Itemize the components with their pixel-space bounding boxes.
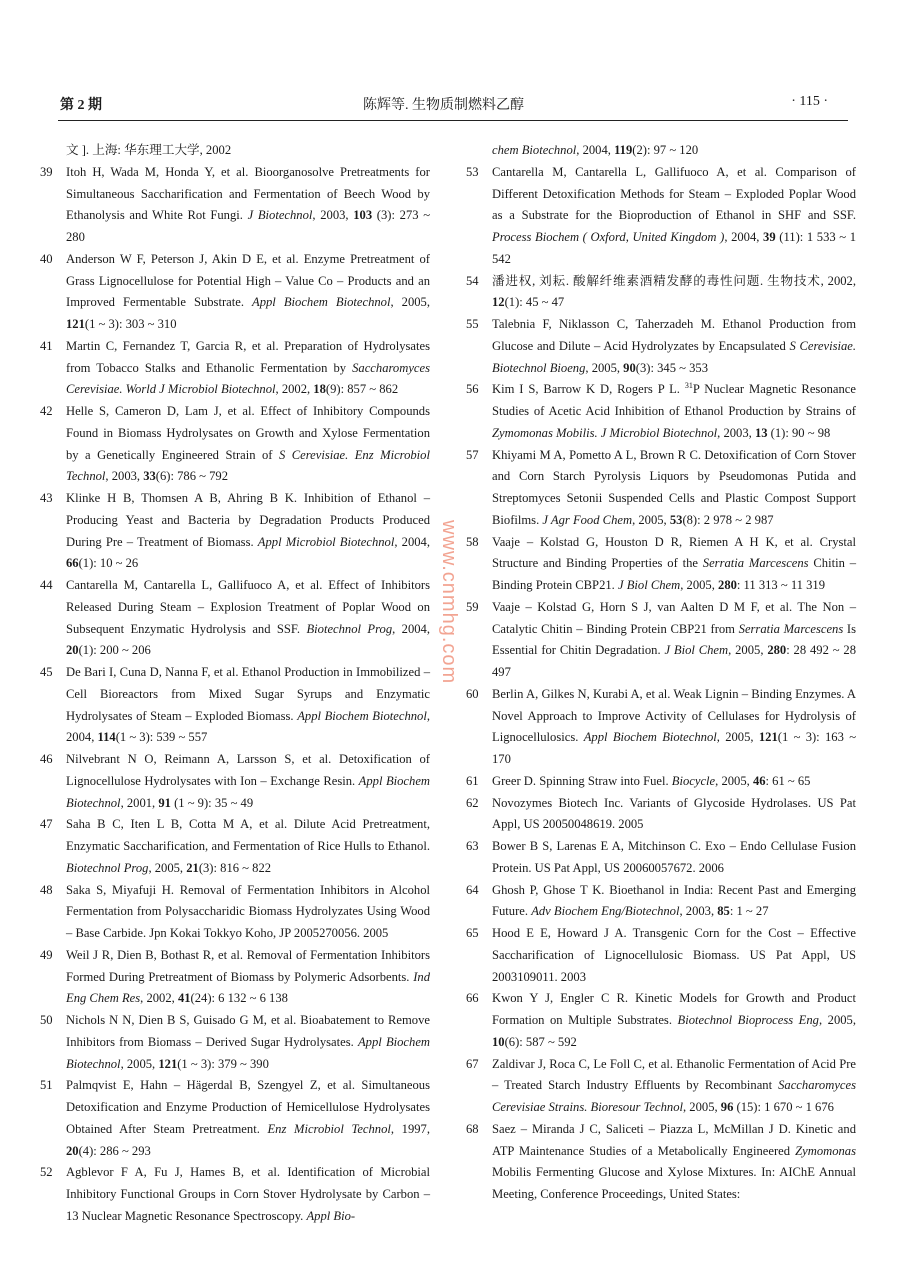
reference-volume: 39 xyxy=(763,230,776,244)
reference-text: , 2002, xyxy=(140,991,178,1006)
reference-text: Anderson W F, Peterson J, Akin D E, et al. Enzyme Pretreatment of Grass Lignocellulose for Potential High – Value Co – Products and an Improved Fermentable Substrate. xyxy=(66,251,430,310)
reference-number: 61 xyxy=(466,773,479,788)
reference-item xyxy=(466,836,856,880)
reference-text: Khiyami M A, Pometto A L, Brown R C. Detoxification of Corn Stover and Corn Starch Pyrolysis Liquors by Pseudomonas Putida and Streptomyces Setonii Suspended Cells and Plastic Compost Support Biofilms. xyxy=(492,447,856,527)
issue-number: 第 2 期 xyxy=(60,98,102,113)
reference-number: 56 xyxy=(466,382,479,397)
reference-text: , 2001, xyxy=(120,795,159,810)
reference-item xyxy=(40,249,430,336)
reference-volume: 91 xyxy=(158,795,171,810)
reference-text: (6): 587 ~ 592 xyxy=(504,1034,577,1049)
reference-text: Martin C, Fernandez T, Garcia R, et al. Preparation of Hydrolysates from Tobacco Stalks and Ethanolic Fermentation by xyxy=(66,338,430,375)
reference-text: (1): 45 ~ 47 xyxy=(504,295,565,310)
reference-text: (15): 1 670 ~ 1 676 xyxy=(733,1100,834,1114)
reference-number: 57 xyxy=(466,447,479,462)
reference-volume: 280 xyxy=(718,578,737,592)
reference-number: 45 xyxy=(40,665,53,679)
reference-item xyxy=(40,1010,430,1075)
reference-item xyxy=(40,814,430,879)
reference-text: (1 ~ 9): 35 ~ 49 xyxy=(170,795,254,810)
reference-text: (1): 10 ~ 26 xyxy=(78,556,139,571)
reference-italic-text: Biotechnol Prog xyxy=(66,860,149,875)
reference-text: (6): 786 ~ 792 xyxy=(155,469,229,484)
reference-text: Saez – Miranda J C, Saliceti – Piazza L, McMillan J D. Kinetic and ATP Maintenance Studies of a Metabolically Engineered xyxy=(492,1121,856,1158)
reference-text: P Nuclear Magnetic Resonance Studies of Acetic Acid Inhibition of Ethanol Production by Strains of xyxy=(492,382,856,418)
reference-italic-text: Saccharomyces Cerevisiae Strains. Bioresour Technol xyxy=(492,1078,856,1114)
reference-item xyxy=(40,749,430,814)
reference-number: 59 xyxy=(466,599,479,614)
reference-text: , 2005, xyxy=(683,1100,721,1114)
reference-italic-text: Appl Bio- xyxy=(306,1208,356,1223)
reference-number: 51 xyxy=(40,1078,53,1093)
reference-volume: 114 xyxy=(97,730,116,745)
reference-italic-text: Appl Biochem Biotechnol xyxy=(252,295,391,310)
reference-text: (24): 6 132 ~ 6 138 xyxy=(190,991,288,1006)
reference-volume: 18 xyxy=(313,382,326,397)
reference-text: (1 ~ 3): 303 ~ 310 xyxy=(84,317,177,331)
reference-number: 41 xyxy=(40,338,53,353)
reference-volume: 121 xyxy=(758,730,778,745)
references-left-column xyxy=(40,140,430,1228)
reference-text: : 1 ~ 27 xyxy=(729,904,769,919)
article-running-title: 陈辉等. 生物质制燃料乙醇 xyxy=(363,98,524,113)
reference-text: (1 ~ 3): 539 ~ 557 xyxy=(115,730,208,745)
reference-volume: 33 xyxy=(143,469,156,484)
reference-text: , 2002, xyxy=(275,382,314,397)
reference-item xyxy=(40,336,430,401)
reference-text: , 2005, xyxy=(632,512,670,527)
reference-text: (8): 2 978 ~ 2 987 xyxy=(682,512,774,527)
reference-volume: 103 xyxy=(353,208,373,223)
reference-text: , 2003, xyxy=(105,469,144,484)
reference-italic-text: Ind Eng Chem Res xyxy=(66,969,430,1006)
reference-italic-text: Serratia Marcescens xyxy=(738,621,844,636)
reference-text: Vaaje – Kolstad G, Houston D R, Riemen A H K, et al. Crystal Structure and Binding Properties of the xyxy=(492,534,856,571)
reference-text: Berlin A, Gilkes N, Kurabi A, et al. Weak Lignin – Binding Enzymes. A Novel Approach to Improve Activity of Cellulases for Hydrolysis of Lignocellulosics. xyxy=(492,686,856,745)
reference-item xyxy=(466,271,856,315)
reference-text: (9): 857 ~ 862 xyxy=(325,382,399,397)
reference-text: Saha B C, Iten L B, Cotta M A, et al. Dilute Acid Pretreatment, Enzymatic Saccharification, and Fermentation of Rice Hulls to Ethanol. xyxy=(66,817,430,853)
reference-item xyxy=(466,793,856,837)
reference-item xyxy=(466,684,856,771)
reference-text: Nichols N N, Dien B S, Guisado G M, et al. Bioabatement to Remove Inhibitors from Biomass – Derived Sugar Hydrolysates. xyxy=(66,1013,430,1049)
reference-text: 潘进权, 刘耘. 酸解纤维素酒精发酵的毒性问题. 生物技术, 2002, xyxy=(492,273,856,288)
reference-italic-text: S Cerevisiae. Biotechnol Bioeng xyxy=(492,338,856,375)
reference-number: 43 xyxy=(40,491,53,505)
reference-volume: 53 xyxy=(669,512,683,527)
reference-text: , 2003, xyxy=(679,904,718,919)
reference-text: Zaldivar J, Roca C, Le Foll C, et al. Ethanolic Fermentation of Acid Pre – Treated Starch Industry Effluents by Recombinant xyxy=(492,1056,856,1093)
reference-item xyxy=(466,314,856,379)
reference-number: 53 xyxy=(466,164,479,179)
reference-item xyxy=(40,1162,430,1227)
reference-italic-text: chem Biotechnol xyxy=(492,143,577,157)
reference-text: , 2005, xyxy=(120,1056,159,1071)
reference-text: (1 ~ 3): 163 ~ 170 xyxy=(492,730,857,766)
reference-volume: 13 xyxy=(754,425,768,440)
reference-volume: 10 xyxy=(492,1034,505,1049)
reference-item xyxy=(40,880,430,945)
reference-number: 67 xyxy=(466,1056,479,1071)
reference-text: : 11 313 ~ 11 319 xyxy=(736,578,825,592)
reference-continuation xyxy=(40,140,430,162)
reference-volume: 41 xyxy=(177,991,191,1006)
reference-volume: 119 xyxy=(614,143,633,157)
reference-volume: 12 xyxy=(492,295,505,310)
reference-item xyxy=(466,1119,856,1206)
reference-text: Itoh H, Wada M, Honda Y, et al. Bioorganosolve Pretreatments for Simultaneous Saccharification and Fermentation of Beech Wood by Ethanolysis and White Rot Fungi. xyxy=(66,164,430,223)
reference-text: (2): 97 ~ 120 xyxy=(632,143,699,157)
reference-number: 55 xyxy=(466,317,479,331)
reference-number: 39 xyxy=(40,164,53,179)
reference-number: 58 xyxy=(466,534,479,549)
reference-number: 47 xyxy=(40,817,53,832)
reference-text: Kwon Y J, Engler C R. Kinetic Models for Growth and Product Formation on Multiple Substrates. xyxy=(492,991,856,1027)
reference-volume: 96 xyxy=(720,1100,734,1114)
reference-italic-text: S Cerevisiae. Enz Microbiol Technol xyxy=(66,447,430,484)
reference-number: 68 xyxy=(466,1121,479,1136)
reference-italic-text: Appl Biochem Biotechnol xyxy=(66,1034,430,1071)
reference-text: Hood E E, Howard J A. Transgenic Corn for the Cost – Effective Saccharification of Lignocellulosic Biomass. US Pat Appl, US 2003109011. 2003 xyxy=(492,926,856,984)
references-right-column xyxy=(466,140,856,1206)
reference-text: , 2004, xyxy=(66,708,430,745)
reference-text: (1): 90 ~ 98 xyxy=(767,425,831,440)
reference-text: Talebnia F, Niklasson C, Taherzadeh M. Ethanol Production from Glucose and Dilute – Acid Hydrolyzates by Encapsulated xyxy=(492,317,856,353)
reference-text: , 2003, xyxy=(717,425,755,440)
reference-italic-text: Appl Biochem Biotechnol xyxy=(66,773,431,810)
reference-text: Greer D. Spinning Straw into Fuel. xyxy=(492,773,672,788)
reference-item xyxy=(40,662,430,749)
reference-item xyxy=(466,988,856,1053)
reference-text: 文 ]. 上海: 华东理工大学, 2002 xyxy=(66,143,232,157)
reference-text: Agblevor F A, Fu J, Hames B, et al. Identification of Microbial Inhibitory Functional Groups in Corn Stover Hydrolysate by Carbon – 13 Nuclear Magnetic Resonance Spectroscopy. xyxy=(66,1165,430,1223)
reference-italic-text: Biotechnol Bioprocess Eng xyxy=(677,1013,819,1027)
reference-volume: 280 xyxy=(767,643,787,658)
reference-text: (4): 286 ~ 293 xyxy=(78,1143,151,1158)
reference-number: 63 xyxy=(466,839,479,853)
reference-italic-text: J Biotechnol xyxy=(247,208,313,223)
reference-text: , 2004, xyxy=(576,143,615,157)
reference-text: , 2004, xyxy=(394,534,430,549)
reference-number: 46 xyxy=(40,752,53,766)
reference-text: , 2004, xyxy=(392,621,430,636)
reference-italic-text: Appl Biochem Biotechnol xyxy=(297,708,427,723)
reference-text: Bower B S, Larenas E A, Mitchinson C. Exo – Endo Cellulase Fusion Protein. US Pat Appl, US 20060057672. 2006 xyxy=(492,839,856,875)
reference-number: 66 xyxy=(466,991,479,1006)
reference-volume: 46 xyxy=(752,773,766,788)
reference-number: 49 xyxy=(40,947,53,962)
reference-text: , 2005, xyxy=(390,295,430,310)
reference-number: 62 xyxy=(466,795,479,810)
reference-text: Chitin – Binding Protein CBP21. xyxy=(492,556,857,592)
reference-item xyxy=(466,880,856,924)
reference-italic-text: Biotechnol Prog xyxy=(306,621,393,636)
reference-item xyxy=(466,771,856,793)
reference-item xyxy=(466,445,856,532)
reference-item xyxy=(466,162,856,271)
reference-italic-text: Zymomonas xyxy=(795,1143,856,1158)
reference-volume: 121 xyxy=(158,1056,178,1071)
reference-text: Cantarella M, Cantarella L, Gallifuoco A, et al. Effect of Inhibitors Released During Steam – Explosion Treatment of Poplar Wood on Subsequent Enzymatic Hydrolysis and SSF. xyxy=(66,578,430,636)
reference-text: : 61 ~ 65 xyxy=(765,773,811,788)
reference-item xyxy=(40,162,430,249)
reference-text: (3): 273 ~ 280 xyxy=(66,208,431,244)
reference-volume: 66 xyxy=(66,556,79,571)
reference-italic-text: J Agr Food Chem xyxy=(542,512,633,527)
reference-text: Palmqvist E, Hahn – Hägerdal B, Szengyel Z, et al. Simultaneous Detoxification and Enzyme Production of Hemicellulose Hydrolysates Obtained After Steam Pretreatment. xyxy=(66,1078,430,1136)
superscript: 31 xyxy=(684,381,693,391)
reference-text: Novozymes Biotech Inc. Variants of Glycoside Hydrolases. US Pat Appl, US 20050048619. 2005 xyxy=(492,795,856,832)
reference-volume: 121 xyxy=(66,317,85,331)
reference-italic-text: Enz Microbiol Technol xyxy=(267,1121,391,1136)
reference-volume: 90 xyxy=(623,360,636,375)
reference-text: Cantarella M, Cantarella L, Gallifuoco A, et al. Comparison of Different Detoxification Methods for Steam – Exploded Poplar Wood as a Substrate for the Bioproduction of Ethanol in SHF and SSF. xyxy=(492,164,856,223)
reference-volume: 85 xyxy=(717,904,730,919)
reference-text: Mobilis Fermenting Glucose and Xylose Mixtures. In: AIChE Annual Meeting, Conference Proceedings, United States: xyxy=(492,1165,856,1201)
reference-text: , 2005, xyxy=(728,643,768,658)
reference-continuation xyxy=(466,140,856,162)
watermark: www.cnmhg.com xyxy=(438,520,460,685)
reference-text: , 2005, xyxy=(585,360,624,375)
reference-text: , 2005, xyxy=(680,578,719,592)
reference-text: (1): 200 ~ 206 xyxy=(78,643,151,658)
reference-italic-text: Appl Biochem Biotechnol xyxy=(583,730,717,745)
reference-number: 48 xyxy=(40,882,53,897)
reference-number: 65 xyxy=(466,926,479,940)
reference-italic-text: Adv Biochem Eng/Biotechnol xyxy=(531,904,680,919)
reference-number: 60 xyxy=(466,686,479,701)
reference-text: De Bari I, Cuna D, Nanna F, et al. Ethanol Production in Immobilized – Cell Bioreactors from Mixed Sugar Syrups and Enzymatic Hydrolysates of Steam – Exploded Biomass. xyxy=(66,665,430,723)
reference-text: Vaaje – Kolstad G, Horn S J, van Aalten D M F, et al. The Non – Catalytic Chitin – Binding Protein CBP21 from xyxy=(492,599,856,636)
reference-volume: 21 xyxy=(186,860,199,875)
running-header xyxy=(58,92,848,121)
reference-italic-text: J Biol Chem xyxy=(617,578,681,592)
reference-item xyxy=(40,1075,430,1162)
reference-number: 54 xyxy=(466,273,479,288)
reference-italic-text: Biocycle xyxy=(671,773,716,788)
reference-number: 42 xyxy=(40,404,53,418)
reference-text: (3): 816 ~ 822 xyxy=(198,860,272,875)
reference-italic-text: Appl Microbiol Biotechnol xyxy=(257,534,395,549)
reference-text: Klinke H B, Thomsen A B, Ahring B K. Inhibition of Ethanol – Producing Yeast and Bacteria by Degradation Products Produced During Pre – Treatment of Biomass. xyxy=(66,491,430,549)
reference-number: 64 xyxy=(466,882,479,897)
page-number: · 115 · xyxy=(791,94,828,109)
reference-volume: 20 xyxy=(66,643,79,658)
reference-text: , 2005, xyxy=(818,1013,856,1027)
reference-number: 52 xyxy=(40,1165,53,1180)
reference-italic-text: Serratia Marcescens xyxy=(702,556,809,571)
reference-italic-text: Zymomonas Mobilis. J Microbiol Biotechnol xyxy=(492,425,718,440)
reference-item xyxy=(40,945,430,1010)
reference-item xyxy=(40,488,430,575)
reference-text: (11): 1 533 ~ 1 542 xyxy=(492,230,857,266)
reference-text: (1 ~ 3): 379 ~ 390 xyxy=(177,1056,269,1071)
reference-text: , 2005, xyxy=(716,730,759,745)
reference-item xyxy=(466,597,856,684)
reference-item xyxy=(466,379,856,444)
reference-text: (3): 345 ~ 353 xyxy=(635,360,708,375)
reference-item xyxy=(466,532,856,597)
reference-number: 40 xyxy=(40,251,53,266)
reference-item xyxy=(40,401,430,488)
reference-item xyxy=(40,575,430,662)
reference-text: : 28 492 ~ 28 497 xyxy=(492,643,856,679)
reference-number: 44 xyxy=(40,578,53,592)
reference-text: , 2005, xyxy=(148,860,187,875)
reference-text: Kim I S, Barrow K D, Rogers P L. xyxy=(492,382,685,397)
reference-text: , 1997, xyxy=(390,1121,430,1136)
reference-italic-text: Saccharomyces Cerevisiae. World J Microbiol Biotechnol xyxy=(66,360,430,397)
reference-text: Nilvebrant N O, Reimann A, Larsson S, et al. Detoxification of Lignocellulose Hydrolysates with Ion – Exchange Resin. xyxy=(66,752,430,788)
reference-volume: 20 xyxy=(66,1143,79,1158)
reference-text: Saka S, Miyafuji H. Removal of Fermentation Inhibitors in Alcohol Fermentation from Polysaccharidic Biomass Hydrolyzates Using Wood – Base Carbide. Jpn Kokai Tokkyo Koho, JP 2005270056. 2005 xyxy=(66,882,430,940)
reference-number: 50 xyxy=(40,1013,53,1027)
reference-text: , 2003, xyxy=(312,208,354,223)
reference-item xyxy=(466,1054,856,1119)
reference-text: , 2004, xyxy=(724,230,764,244)
reference-italic-text: Process Biochem ( Oxford, United Kingdom ) xyxy=(492,230,725,244)
reference-text: , 2005, xyxy=(715,773,753,788)
reference-item xyxy=(466,923,856,988)
reference-text: Ghosh P, Ghose T K. Bioethanol in India: Recent Past and Emerging Future. xyxy=(492,882,856,919)
reference-text: Is Essential for Chitin Degradation. xyxy=(492,621,856,658)
reference-text: Helle S, Cameron D, Lam J, et al. Effect of Inhibitory Compounds Found in Biomass Hydrolysates on Growth and Xylose Fermentation by a Genetically Engineered Strain of xyxy=(66,404,430,462)
reference-text: Weil J R, Dien B, Bothast R, et al. Removal of Fermentation Inhibitors Formed During Pretreatment of Biomass by Polymeric Adsorbents. xyxy=(66,947,430,984)
reference-italic-text: J Biol Chem xyxy=(664,643,729,658)
